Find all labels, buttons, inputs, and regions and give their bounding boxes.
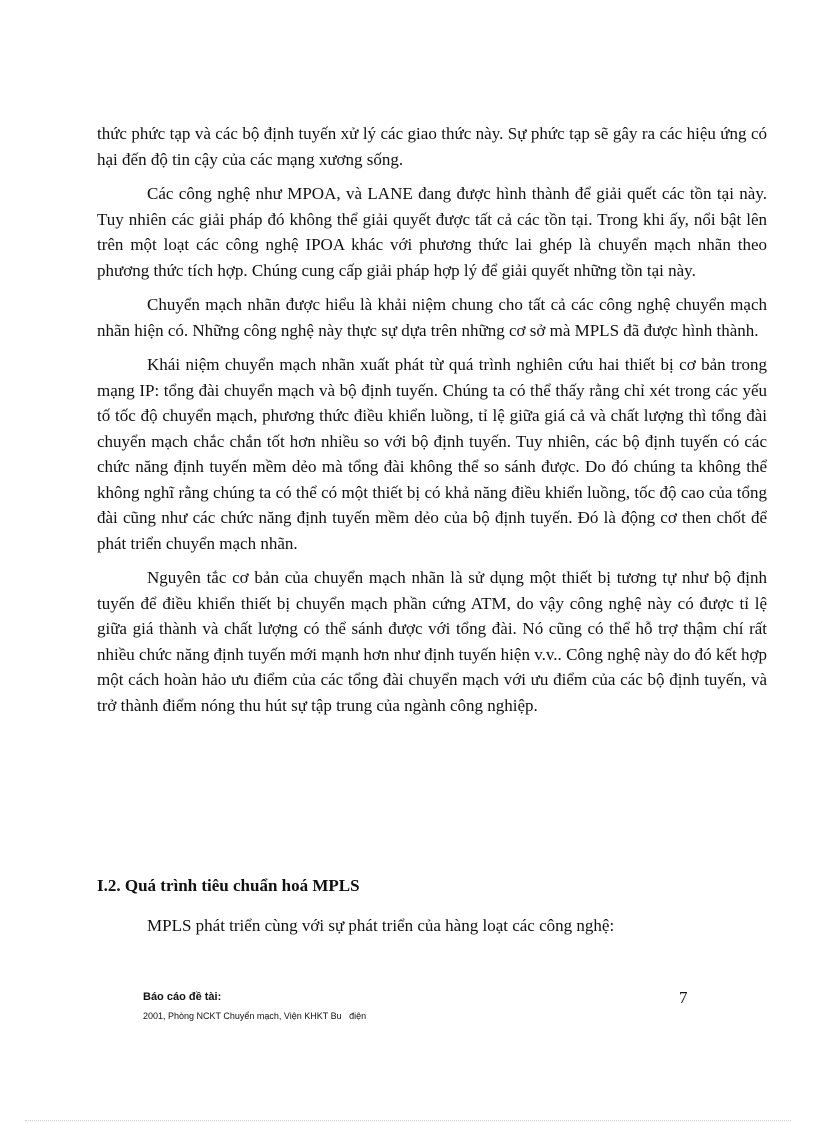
paragraph-4: Khái niệm chuyển mạch nhãn xuất phát từ quá trình nghiên cứu hai thiết bị cơ bản trong mạng IP: tổng đài chuyển mạch và bộ định tuyến. Chúng ta có thể thấy rằng chỉ xét trong các yếu tố tốc độ chuyển mạch, phương thức điều khiển luồng, tỉ lệ giữa giá cả và chất lượng thì tổng đài chuyển mạch chắc chắn tốt hơn nhiều so với bộ định tuyến. Tuy nhiên, các bộ định tuyến có các chức năng định tuyến mềm dẻo mà tổng đài không thể so sánh được. Do đó chúng ta không thể không nghĩ rằng chúng ta có thể có một thiết bị có khả năng điều khiển luồng, tốc độ cao của tổng đài cũng như các chức năng định tuyến mềm dẻo của bộ định tuyến. Đó là động cơ then chốt để phát triển chuyển mạch nhãn. <box>97 355 767 553</box>
page-number: 7 <box>679 988 688 1007</box>
body-text <box>97 121 767 727</box>
page-bottom-divider <box>25 1120 791 1121</box>
footer-subtitle: 2001, Phòng NCKT Chuyển mạch, Viện KHKT Bu điện <box>143 1011 367 1021</box>
footer-title: Báo cáo đề tài: <box>143 991 222 1003</box>
paragraph-5: Nguyên tắc cơ bản của chuyển mạch nhãn là sử dụng một thiết bị tương tự như bộ định tuyến để điều khiển thiết bị chuyển mạch phần cứng ATM, do vậy công nghệ này có được tỉ lệ giữa giá thành và chất lượng có thể sánh được với tổng đài. Nó cũng có thể hỗ trợ thậm chí rất nhiều chức năng định tuyến mới mạnh hơn như định tuyến hiện v.v.. Công nghệ này do đó kết hợp một cách hoàn hảo ưu điểm của các tổng đài chuyển mạch với ưu điểm của các bộ định tuyến, và trở thành điểm nóng thu hút sự tập trung của ngành công nghiệp. <box>97 568 767 715</box>
paragraph-2: Các công nghệ như MPOA, và LANE đang được hình thành để giải quết các tồn tại này. Tuy nhiên các giải pháp đó không thể giải quyết được tất cả các tồn tại. Trong khi ấy, nổi bật lên trên một loạt các công nghệ IPOA khác với phương thức lai ghép là chuyển mạch nhãn theo phương thức tích hợp. Chúng cung cấp giải pháp hợp lý để giải quyết những tồn tại này. <box>97 184 767 280</box>
section-heading: I.2. Quá trình tiêu chuẩn hoá MPLS <box>97 876 360 895</box>
paragraph-3: Chuyển mạch nhãn được hiểu là khải niệm chung cho tất cả các công nghệ chuyển mạch nhãn hiện có. Những công nghệ này thực sự dựa trên những cơ sở mà MPLS đã được hình thành. <box>97 295 767 340</box>
paragraph-1: thức phức tạp và các bộ định tuyến xử lý các giao thức này. Sự phức tạp sẽ gây ra các hiệu ứng có hại đến độ tin cậy của các mạng xương sống. <box>97 124 767 169</box>
section-first-line: MPLS phát triển cùng với sự phát triển của hàng loạt các công nghệ: <box>147 916 615 935</box>
